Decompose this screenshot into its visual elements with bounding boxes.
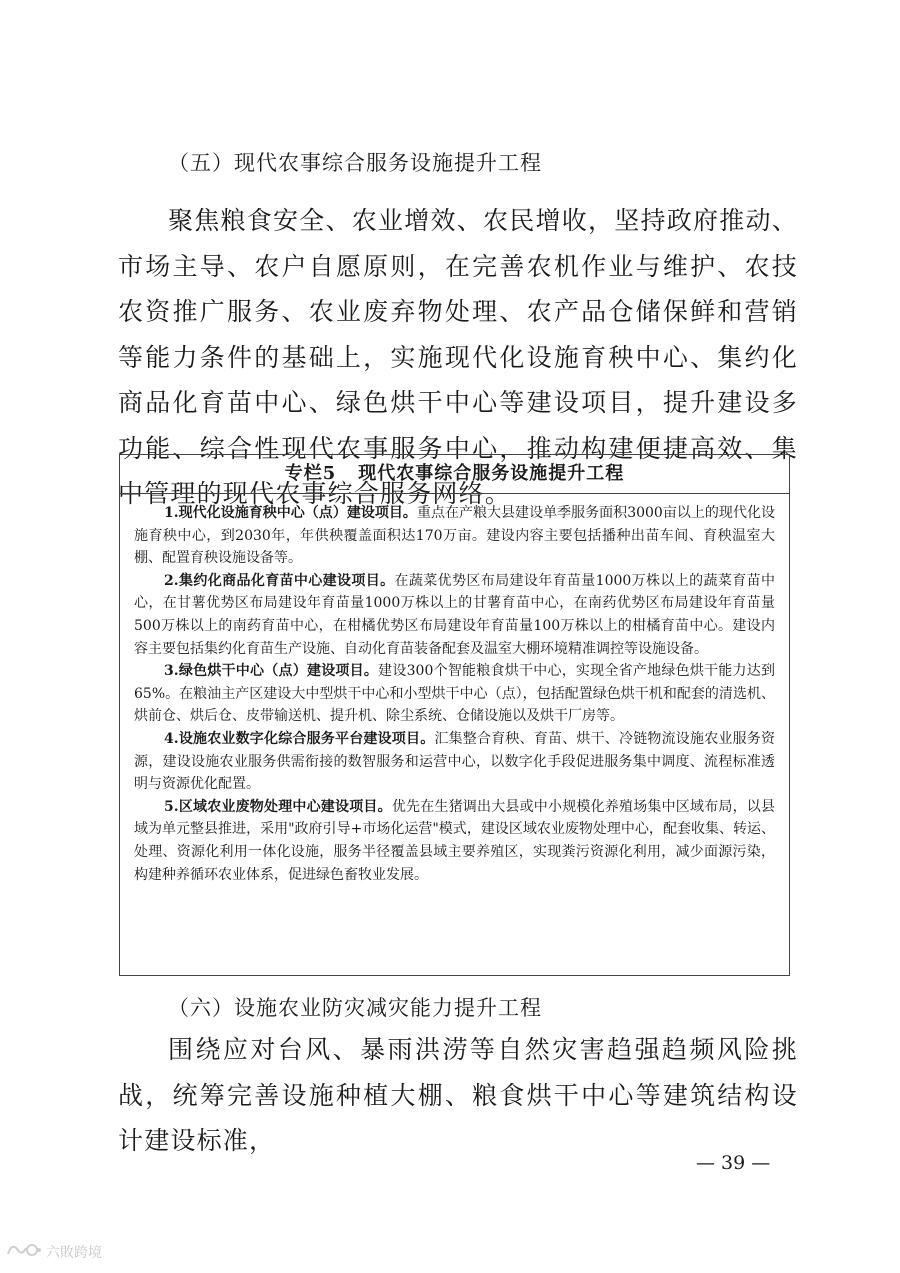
item-heading: 4.设施农业数字化综合服务平台建设项目。: [164, 730, 435, 747]
item-heading: 3.绿色烘干中心（点）建设项目。: [164, 663, 379, 680]
watermark-text: 六敗跨境: [46, 1245, 102, 1261]
item-heading: 1.现代化设施育秧中心（点）建设项目。: [164, 505, 417, 521]
section-heading: （五）现代农事综合服务设施提升工程: [168, 151, 542, 175]
box-label: 专栏5: [284, 463, 337, 484]
box-item-list: [120, 494, 789, 886]
body-paragraph-2: 围绕应对台风、暴雨洪涝等自然灾害趋强趋频风险挑战，统筹完善设施种植大棚、粮食烘干中心等建筑结构设计建设标准，: [118, 1035, 798, 1155]
logo-icon: [6, 1240, 42, 1264]
item-body: 建设300个智能粮食烘干中心，实现全省产地绿色烘干能力达到65%。在粮油主产区建设大中型烘干中心和小型烘干中心（点），包括配置绿色烘干机和配套的清选机、烘前仓、烘后仓、皮带输送机、提升机、除尘系统、仓储设施以及烘干厂房等。: [134, 663, 775, 725]
body-paragraph: 聚焦粮食安全、农业增效、农民增收，坚持政府推动、市场主导、农户自愿原则，在完善农机作业与维护、农技农资推广服务、农业废弃物处理、农产品仓储保鲜和营销等能力条件的基础上，实施现代化设施育秧中心、集约化商品化育苗中心、绿色烘干中心等建设项目，提升建设多功能、综合性现代农事服务中心，推动构建便捷高效、集中管理的现代农事综合服务网络。: [118, 206, 798, 508]
item-body: 重点在产粮大县建设单季服务面积3000亩以上的现代化设施育秧中心，到2030年，年供秧覆盖面积达170万亩。建设内容主要包括播种出苗车间、育秧温室大棚、配置育秧设施设备等。: [134, 505, 775, 567]
item-heading: 5.区域农业废物处理中心建设项目。: [164, 798, 392, 815]
list-item: [134, 796, 775, 886]
box-title: [120, 455, 789, 494]
feature-column-box: [119, 454, 790, 976]
box-title-text: 现代农事综合服务设施提升工程: [358, 463, 625, 484]
item-body: 汇集整合育秧、育苗、烘干、冷链物流设施农业服务资源，建设设施农业服务供需衔接的数智服务和运营中心，以数字化手段促进服务集中调度、流程标准透明与资源优化配置。: [134, 730, 775, 793]
list-item: [134, 728, 775, 796]
watermark: [6, 1240, 102, 1264]
list-item: [134, 502, 775, 570]
list-item: [134, 660, 775, 728]
section-heading-2: （六）设施农业防灾减灾能力提升工程: [168, 996, 542, 1020]
item-body: 优先在生猪调出大县或中小规模化养殖场集中区域布局，以县域为单元整县推进，采用"政府引导+市场化运营"模式，建设区域农业废物处理中心，配套收集、转运、处理、资源化利用一体化设施，服务半径覆盖县域主要养殖区，实现粪污资源化利用，减少面源污染，构建种养循环农业体系，促进绿色畜牧业发展。: [134, 798, 775, 883]
item-body: 在蔬菜优势区布局建设年育苗量1000万株以上的蔬菜育苗中心，在甘薯优势区布局建设年育苗量1000万株以上的甘薯育苗中心，在南药优势区布局建设年育苗量500万株以上的南药育苗中心，在柑橘优势区布局建设年育苗量100万株以上的柑橘育苗中心。建设内容主要包括集约化育苗生产设施、自动化育苗装备配套及温室大棚环境精准调控等设施设备。: [134, 572, 775, 657]
item-heading: 2.集约化商品化育苗中心建设项目。: [164, 572, 395, 589]
list-item: [134, 570, 775, 660]
page-number: — 39 —: [696, 1152, 771, 1174]
